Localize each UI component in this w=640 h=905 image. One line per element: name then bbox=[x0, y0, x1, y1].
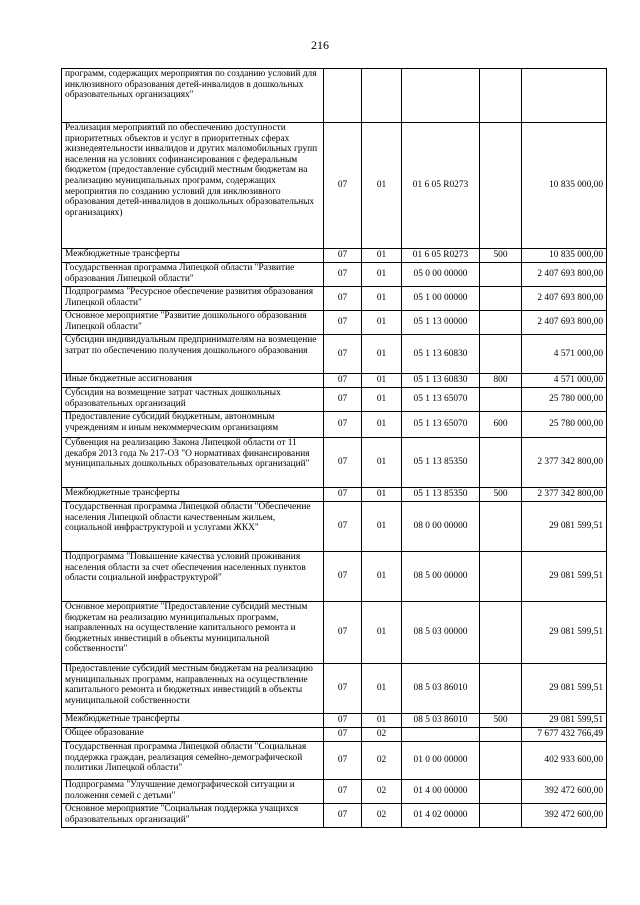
row-razdel: 07 bbox=[324, 714, 362, 728]
row-sum: 10 835 000,00 bbox=[522, 123, 607, 249]
row-podrazdel: 01 bbox=[362, 552, 402, 602]
table-row bbox=[62, 263, 607, 287]
row-expense-type: 500 bbox=[480, 249, 522, 263]
table-row bbox=[62, 488, 607, 502]
row-expense-type bbox=[480, 502, 522, 552]
table-row bbox=[62, 311, 607, 335]
row-expense-type bbox=[480, 311, 522, 335]
row-name: Субвенция на реализацию Закона Липецкой области от 11 декабря 2013 года № 217-ОЗ "О нормативах финансирования муниципальных дошкольных образовательных организаций" bbox=[62, 438, 324, 488]
row-name: Подпрограмма "Улучшение демографической ситуации и положения семей с детьми" bbox=[62, 780, 324, 804]
row-expense-type bbox=[480, 438, 522, 488]
row-target-code: 05 1 00 00000 bbox=[402, 287, 480, 311]
row-sum: 25 780 000,00 bbox=[522, 388, 607, 412]
row-podrazdel: 01 bbox=[362, 374, 402, 388]
row-sum: 2 407 693 800,00 bbox=[522, 311, 607, 335]
row-target-code: 05 1 13 85350 bbox=[402, 438, 480, 488]
row-name: Подпрограмма "Повышение качества условий проживания населения области за счет обеспечения населенных пунктов области социальной инфраструктурой" bbox=[62, 552, 324, 602]
row-name: Предоставление субсидий местным бюджетам на реализацию муниципальных программ, направленных на осуществление капитального ремонта и бюджетных инвестиций в объекты муниципальной собственности bbox=[62, 664, 324, 714]
table-row bbox=[62, 123, 607, 249]
row-name: Межбюджетные трансферты bbox=[62, 714, 324, 728]
table-row bbox=[62, 412, 607, 438]
row-expense-type bbox=[480, 602, 522, 664]
row-podrazdel: 02 bbox=[362, 780, 402, 804]
row-name: Общее образование bbox=[62, 728, 324, 742]
row-sum: 402 933 600,00 bbox=[522, 742, 607, 780]
row-name: Государственная программа Липецкой области "Развитие образования Липецкой области" bbox=[62, 263, 324, 287]
row-name: Реализация мероприятий по обеспечению доступности приоритетных объектов и услуг в приоритетных сферах жизнедеятельности инвалидов и других маломобильных групп населения на условиях софинансирования с федеральным бюджетом (предоставление субсидий местным бюджетам на реализацию муниципальных программ, содержащих мероприятия по созданию условий для инклюзивного образования детей-инвалидов в дошкольных образовательных организациях) bbox=[62, 123, 324, 249]
row-sum: 29 081 599,51 bbox=[522, 552, 607, 602]
row-name: Предоставление субсидий бюджетным, автономным учреждениям и иным некоммерческим организациям bbox=[62, 412, 324, 438]
row-name: Субсидии индивидуальным предпринимателям на возмещение затрат по обеспечению получения дошкольного образования bbox=[62, 335, 324, 374]
row-name: Субсидия на возмещение затрат частных дошкольных образовательных организаций bbox=[62, 388, 324, 412]
row-expense-type bbox=[480, 287, 522, 311]
row-sum: 29 081 599,51 bbox=[522, 502, 607, 552]
row-target-code: 08 5 03 00000 bbox=[402, 602, 480, 664]
row-razdel: 07 bbox=[324, 374, 362, 388]
row-sum: 7 677 432 766,49 bbox=[522, 728, 607, 742]
row-razdel: 07 bbox=[324, 780, 362, 804]
row-podrazdel: 01 bbox=[362, 502, 402, 552]
row-expense-type bbox=[480, 742, 522, 780]
row-razdel: 07 bbox=[324, 311, 362, 335]
row-target-code: 08 5 03 86010 bbox=[402, 714, 480, 728]
row-name: Основное мероприятие "Социальная поддержка учащихся образовательных организаций" bbox=[62, 804, 324, 828]
row-razdel: 07 bbox=[324, 335, 362, 374]
row-expense-type: 600 bbox=[480, 412, 522, 438]
row-razdel: 07 bbox=[324, 412, 362, 438]
row-name: Государственная программа Липецкой области "Обеспечение населения Липецкой области качественным жильем, социальной инфраструктурой и услугами ЖКХ" bbox=[62, 502, 324, 552]
table-row bbox=[62, 714, 607, 728]
row-sum bbox=[522, 69, 607, 123]
row-target-code: 05 1 13 00000 bbox=[402, 311, 480, 335]
row-podrazdel: 01 bbox=[362, 123, 402, 249]
table-row bbox=[62, 728, 607, 742]
row-expense-type bbox=[480, 664, 522, 714]
row-target-code: 08 5 03 86010 bbox=[402, 664, 480, 714]
row-target-code: 01 4 00 00000 bbox=[402, 780, 480, 804]
row-target-code: 05 1 13 65070 bbox=[402, 412, 480, 438]
row-expense-type: 800 bbox=[480, 374, 522, 388]
row-expense-type: 500 bbox=[480, 488, 522, 502]
row-target-code: 01 6 05 R0273 bbox=[402, 249, 480, 263]
row-target-code: 08 5 00 00000 bbox=[402, 552, 480, 602]
row-razdel: 07 bbox=[324, 388, 362, 412]
row-razdel: 07 bbox=[324, 728, 362, 742]
row-podrazdel: 01 bbox=[362, 602, 402, 664]
row-sum: 2 377 342 800,00 bbox=[522, 488, 607, 502]
table-row bbox=[62, 374, 607, 388]
row-razdel: 07 bbox=[324, 488, 362, 502]
page-number: 216 bbox=[311, 38, 329, 52]
row-podrazdel: 01 bbox=[362, 335, 402, 374]
row-sum: 2 377 342 800,00 bbox=[522, 438, 607, 488]
row-expense-type bbox=[480, 123, 522, 249]
row-podrazdel: 01 bbox=[362, 311, 402, 335]
row-target-code: 01 6 05 R0273 bbox=[402, 123, 480, 249]
row-name: Основное мероприятие "Развитие дошкольного образования Липецкой области" bbox=[62, 311, 324, 335]
row-sum: 10 835 000,00 bbox=[522, 249, 607, 263]
row-podrazdel bbox=[362, 69, 402, 123]
row-sum: 4 571 000,00 bbox=[522, 374, 607, 388]
row-name: Государственная программа Липецкой области "Социальная поддержка граждан, реализация семейно-демографической политики Липецкой области" bbox=[62, 742, 324, 780]
row-target-code bbox=[402, 69, 480, 123]
row-name: Подпрограмма "Ресурсное обеспечение развития образования Липецкой области" bbox=[62, 287, 324, 311]
row-name: Основное мероприятие "Предоставление субсидий местным бюджетам на реализацию муниципальных программ, направленных на осуществление капитального ремонта и бюджетных инвестиций в объекты муниципальной собственности" bbox=[62, 602, 324, 664]
row-target-code: 05 1 13 60830 bbox=[402, 335, 480, 374]
row-razdel: 07 bbox=[324, 502, 362, 552]
row-podrazdel: 01 bbox=[362, 488, 402, 502]
row-expense-type bbox=[480, 728, 522, 742]
row-podrazdel: 01 bbox=[362, 438, 402, 488]
row-expense-type bbox=[480, 69, 522, 123]
row-podrazdel: 01 bbox=[362, 664, 402, 714]
row-podrazdel: 01 bbox=[362, 388, 402, 412]
row-razdel: 07 bbox=[324, 552, 362, 602]
row-podrazdel: 02 bbox=[362, 742, 402, 780]
row-razdel: 07 bbox=[324, 438, 362, 488]
budget-table-body bbox=[62, 69, 607, 828]
row-target-code: 01 0 00 00000 bbox=[402, 742, 480, 780]
budget-table bbox=[61, 68, 607, 828]
row-podrazdel: 01 bbox=[362, 287, 402, 311]
row-razdel: 07 bbox=[324, 249, 362, 263]
row-target-code bbox=[402, 728, 480, 742]
row-sum: 29 081 599,51 bbox=[522, 714, 607, 728]
row-sum: 29 081 599,51 bbox=[522, 664, 607, 714]
row-target-code: 01 4 02 00000 bbox=[402, 804, 480, 828]
row-target-code: 08 0 00 00000 bbox=[402, 502, 480, 552]
table-row bbox=[62, 742, 607, 780]
row-name: Межбюджетные трансферты bbox=[62, 488, 324, 502]
row-podrazdel: 01 bbox=[362, 249, 402, 263]
row-sum: 392 472 600,00 bbox=[522, 780, 607, 804]
row-name: программ, содержащих мероприятия по созданию условий для инклюзивного образования детей-инвалидов в дошкольных образовательных организациях" bbox=[62, 69, 324, 123]
row-sum: 29 081 599,51 bbox=[522, 602, 607, 664]
table-row bbox=[62, 335, 607, 374]
table-row bbox=[62, 287, 607, 311]
row-expense-type bbox=[480, 388, 522, 412]
row-razdel: 07 bbox=[324, 263, 362, 287]
row-target-code: 05 1 13 65070 bbox=[402, 388, 480, 412]
row-target-code: 05 1 13 85350 bbox=[402, 488, 480, 502]
row-razdel: 07 bbox=[324, 664, 362, 714]
row-razdel: 07 bbox=[324, 287, 362, 311]
row-podrazdel: 01 bbox=[362, 412, 402, 438]
table-row bbox=[62, 69, 607, 123]
row-razdel: 07 bbox=[324, 602, 362, 664]
row-sum: 392 472 600,00 bbox=[522, 804, 607, 828]
row-target-code: 05 1 13 60830 bbox=[402, 374, 480, 388]
table-row bbox=[62, 804, 607, 828]
row-expense-type bbox=[480, 804, 522, 828]
row-podrazdel: 02 bbox=[362, 804, 402, 828]
row-expense-type bbox=[480, 263, 522, 287]
row-podrazdel: 01 bbox=[362, 714, 402, 728]
row-expense-type: 500 bbox=[480, 714, 522, 728]
row-podrazdel: 02 bbox=[362, 728, 402, 742]
row-razdel: 07 bbox=[324, 123, 362, 249]
row-target-code: 05 0 00 00000 bbox=[402, 263, 480, 287]
table-row bbox=[62, 438, 607, 488]
row-podrazdel: 01 bbox=[362, 263, 402, 287]
table-row bbox=[62, 780, 607, 804]
row-expense-type bbox=[480, 780, 522, 804]
row-razdel: 07 bbox=[324, 742, 362, 780]
table-row bbox=[62, 602, 607, 664]
table-row bbox=[62, 502, 607, 552]
row-sum: 4 571 000,00 bbox=[522, 335, 607, 374]
table-row bbox=[62, 664, 607, 714]
table-row bbox=[62, 552, 607, 602]
row-name: Межбюджетные трансферты bbox=[62, 249, 324, 263]
row-name: Иные бюджетные ассигнования bbox=[62, 374, 324, 388]
row-razdel bbox=[324, 69, 362, 123]
row-sum: 2 407 693 800,00 bbox=[522, 263, 607, 287]
row-sum: 25 780 000,00 bbox=[522, 412, 607, 438]
row-sum: 2 407 693 800,00 bbox=[522, 287, 607, 311]
row-razdel: 07 bbox=[324, 804, 362, 828]
row-expense-type bbox=[480, 552, 522, 602]
row-expense-type bbox=[480, 335, 522, 374]
table-row bbox=[62, 388, 607, 412]
table-row bbox=[62, 249, 607, 263]
